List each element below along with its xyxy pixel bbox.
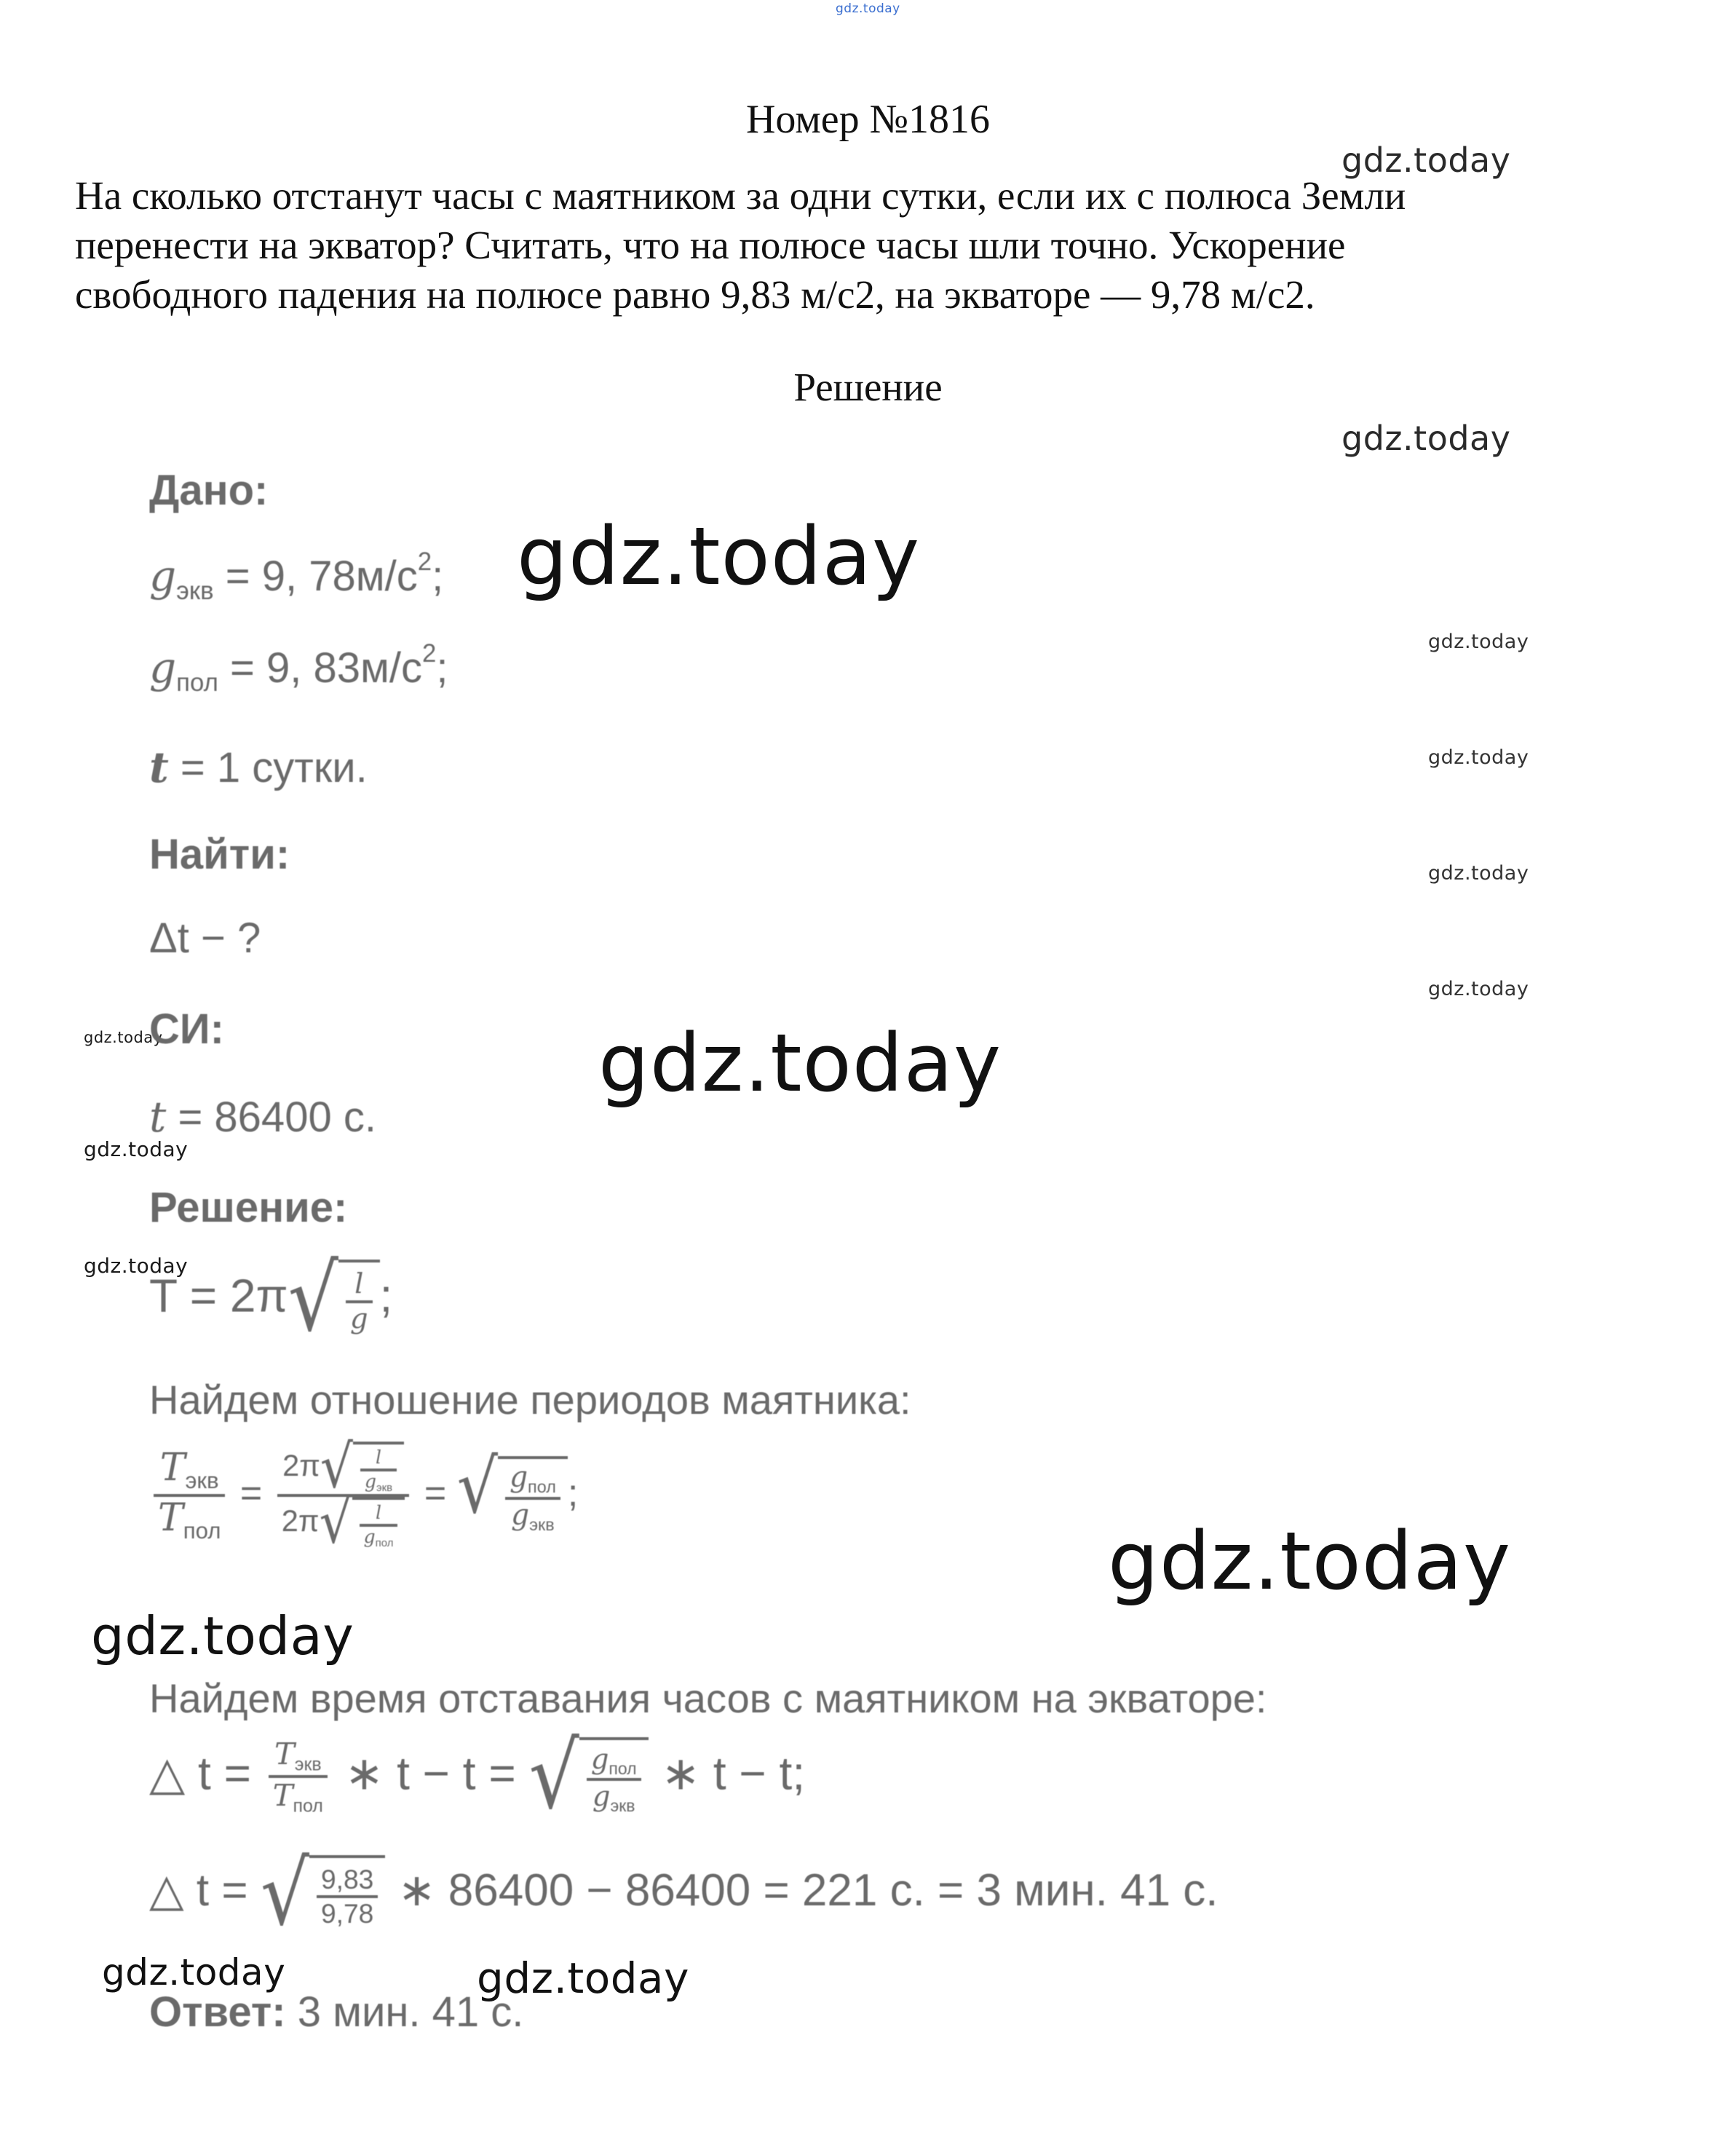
calc-formula [149, 1841, 1218, 1945]
ratio-text: Найдем отношение периодов маятника: [149, 1377, 911, 1423]
watermark-small: gdz.today [84, 1029, 163, 1046]
lag-text: Найдем время отставания часов с маятником на экваторе: [149, 1675, 1267, 1721]
answer [149, 1988, 523, 2036]
watermark-large: gdz.today [517, 510, 921, 603]
watermark-small: gdz.today [84, 1254, 189, 1278]
sqrt [288, 1245, 380, 1352]
subscript: пол [176, 668, 218, 697]
lag-formula [149, 1723, 806, 1830]
given-g-pole [149, 639, 448, 697]
formula-mid: ∗ t − t = [344, 1747, 516, 1800]
equals-sign: = [424, 1471, 447, 1514]
fraction-periods [154, 1447, 225, 1544]
denominator: g [349, 1303, 368, 1336]
watermark-medium: gdz.today [91, 1605, 354, 1667]
denominator: $T_{пол}$ [158, 1496, 221, 1544]
problem-line: перенести на экватор? Считать, что на полюсе часы шли точно. Ускорение [75, 223, 1346, 267]
formula-tail: ∗ t − t; [661, 1747, 806, 1800]
denominator: 2π √ $\frac{l}{g_{пол}}$ [277, 1497, 410, 1549]
si-label: СИ: [149, 1005, 224, 1053]
sqrt: √ $\frac{g_{пол}}{g_{экв}}$ [529, 1737, 649, 1817]
find-value: Δt − ? [149, 914, 261, 962]
var-t: t [149, 1092, 167, 1142]
value: = 9, 83м/с [230, 644, 422, 692]
semicolon: ; [436, 644, 448, 692]
power: 2 [421, 639, 437, 668]
var-g: g [149, 642, 177, 692]
answer-label: Ответ: [149, 1988, 286, 2036]
answer-value: 3 мин. 41 с. [285, 1988, 524, 2036]
watermark-large: gdz.today [598, 1016, 1002, 1110]
given-time [149, 743, 368, 792]
watermark-top: gdz.today [836, 1, 900, 16]
value: = 9, 78м/с [225, 552, 418, 600]
fraction [346, 1268, 373, 1335]
si-time [149, 1092, 376, 1142]
period-formula [149, 1245, 393, 1352]
formula-lhs: △ t = [149, 1865, 248, 1916]
watermark: gdz.today [1341, 419, 1511, 458]
var-t: t [149, 743, 169, 792]
numerator: $T_{экв}$ [159, 1446, 219, 1494]
watermark-small: gdz.today [1428, 631, 1529, 653]
ratio-formula [149, 1431, 579, 1557]
sqrt: √ $\frac{9,83}{9,78}$ [261, 1855, 386, 1932]
value: = 1 сутки. [180, 744, 368, 791]
page-title: Номер №1816 [745, 97, 991, 142]
watermark-large: gdz.today [1108, 1514, 1512, 1608]
watermark-small: gdz.today [84, 1137, 189, 1161]
equals-sign: = [239, 1471, 263, 1514]
numerator: l [354, 1268, 364, 1301]
problem-line: На сколько отстанут часы с маятником за одни сутки, если их с полюса Земли [75, 173, 1406, 218]
watermark-medium: gdz.today [477, 1953, 689, 2003]
semicolon: ; [432, 552, 444, 600]
watermark: gdz.today [1341, 141, 1511, 180]
watermark-small: gdz.today [1428, 978, 1529, 1000]
sqrt: √ $\frac{g_{пол}}{g_{экв}}$ [457, 1456, 568, 1535]
value: = 86400 с. [178, 1094, 376, 1141]
solution-heading: Решение [793, 365, 943, 409]
semicolon: ; [379, 1269, 393, 1322]
watermark-medium: gdz.today [102, 1951, 286, 1993]
problem-line: свободного падения на полюсе равно 9,83 м/с2, на экваторе — 9,78 м/с2. [75, 272, 1315, 317]
calc-result: ∗ 86400 − 86400 = 221 с. = 3 мин. 41 с. [397, 1865, 1218, 1916]
solution-label: Решение: [149, 1184, 348, 1231]
given-label: Дано: [149, 467, 269, 514]
formula-lhs: △ t = [149, 1747, 251, 1800]
fraction-expanded [277, 1431, 410, 1557]
var-g: g [149, 550, 177, 601]
problem-statement [75, 171, 1574, 320]
semicolon: ; [567, 1471, 579, 1514]
numerator: 2π √ $\frac{l}{g_{экв}}$ [278, 1442, 408, 1494]
radical-sign: √ [288, 1245, 338, 1352]
formula-lhs: T = 2π [149, 1269, 288, 1322]
subscript: экв [176, 577, 214, 605]
given-g-equator [149, 548, 443, 606]
find-label: Найти: [149, 831, 290, 878]
power: 2 [417, 548, 432, 576]
radicand [338, 1260, 380, 1339]
watermark-small: gdz.today [1428, 746, 1529, 769]
fraction-periods: $\frac{T_{экв}}{T_{пол}}$ [269, 1736, 328, 1817]
watermark-small: gdz.today [1428, 862, 1529, 885]
